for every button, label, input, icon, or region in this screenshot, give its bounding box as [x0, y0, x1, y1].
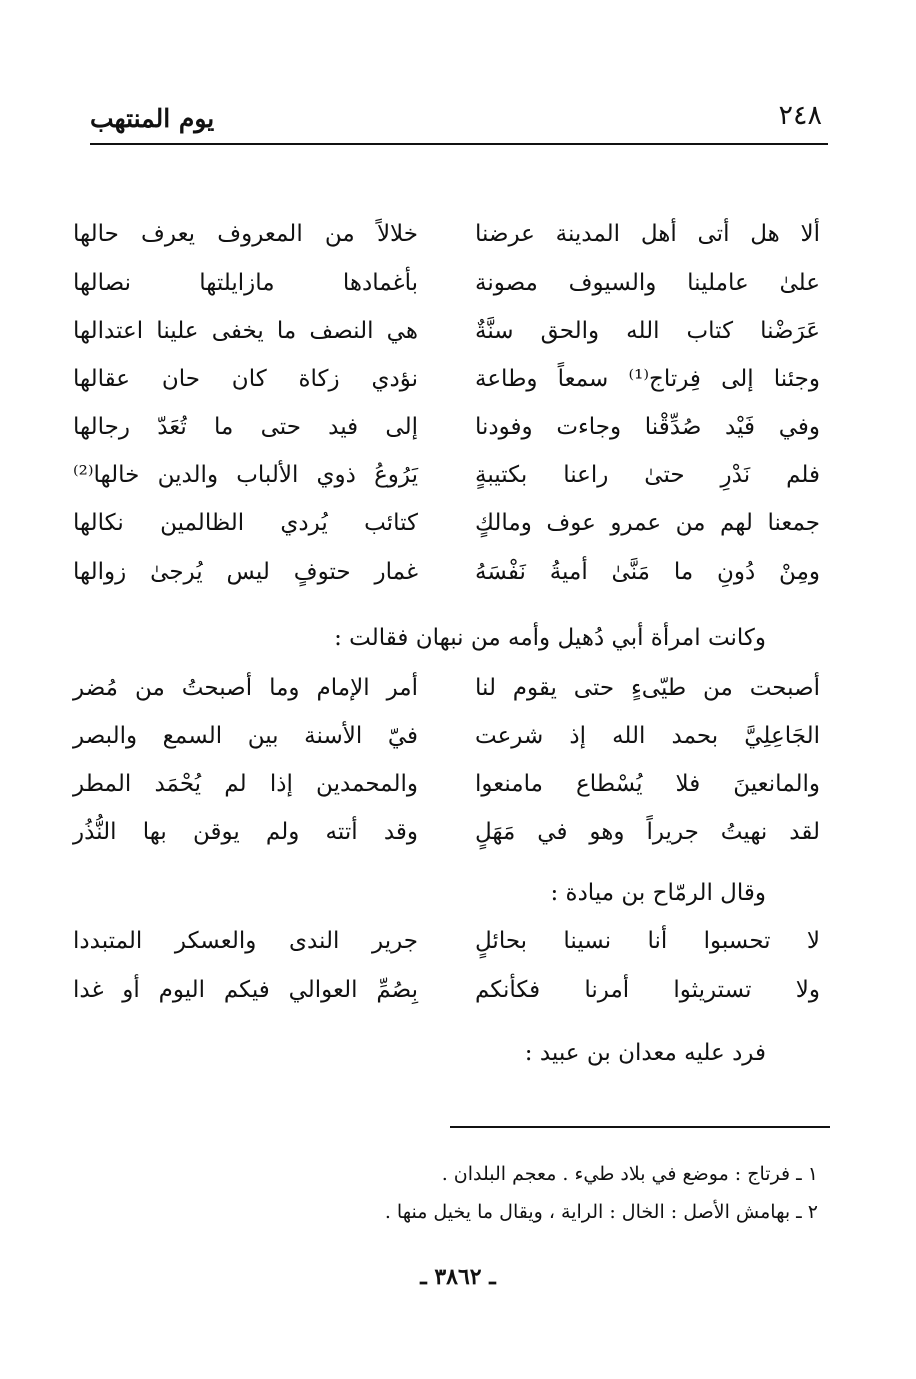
second-hemistich: جرير الندى والعسكر المتبددا: [73, 928, 418, 954]
verse-line: [48, 559, 868, 611]
verse-line: [48, 819, 868, 871]
first-hemistich: عَرَضْنا كتاب الله والحق سنَّةٌ: [475, 318, 820, 344]
first-hemistich: جمعنا لهم من عمرو عوف ومالكٍ: [475, 510, 820, 536]
second-hemistich: وقد أتته ولم يوقن بها النُّذُر: [73, 819, 418, 845]
verse-line: [48, 270, 868, 322]
second-hemistich: يَرُوعُ ذوي الألباب والدين خالها⁽²⁾: [73, 462, 418, 488]
first-hemistich: ألا هل أتى أهل المدينة عرضنا: [475, 221, 820, 247]
intro-paragraph: وكانت امرأة أبي دُهيل وأمه من نبهان فقالت :: [334, 625, 766, 651]
verse-line: [48, 221, 868, 273]
first-hemistich: لقد نهيتُ جريراً وهو في مَهَلٍ: [475, 819, 820, 845]
footnote: ٢ ـ بهامش الأصل : الخال : الراية ، ويقال ما يخيل منها .: [384, 1201, 818, 1223]
first-hemistich: فلم نَدْرِ حتىٰ راعنا بكتيبةٍ: [475, 462, 820, 488]
page-header: [90, 100, 828, 140]
first-hemistich: ومِنْ دُونِ ما مَنَّىٰ أميةُ نَفْسَهُ: [475, 559, 820, 585]
first-hemistich: وفي فَيْد صُدِّقْنا وجاءت وفودنا: [475, 414, 820, 440]
first-hemistich: لا تحسبوا أنا نسينا بحائلٍ: [475, 928, 820, 954]
running-title: يوم المنتهب: [90, 104, 215, 133]
second-hemistich: بِصُمِّ العوالي فيكم اليوم أو غدا: [73, 977, 418, 1003]
first-hemistich: علىٰ عاملينا والسيوف مصونة: [475, 270, 820, 296]
first-hemistich: أصبحت من طيّىءٍ حتى يقوم لنا: [475, 675, 820, 701]
intro-paragraph: فرد عليه معدان بن عبيد :: [524, 1040, 766, 1066]
second-hemistich: كتائب يُردي الظالمين نكالها: [73, 510, 418, 536]
verse-line: [48, 977, 868, 1029]
verse-line: [48, 510, 868, 562]
second-hemistich: غمار حتوفٍ ليس يُرجىٰ زوالها: [73, 559, 418, 585]
second-hemistich: فيّ الأسنة بين السمع والبصر: [73, 723, 418, 749]
first-hemistich: وجئنا إلى فِرتاج⁽¹⁾ سمعاً وطاعة: [475, 366, 820, 392]
page-number: ٢٤٨: [778, 100, 822, 131]
second-hemistich: خلالاً من المعروف يعرف حالها: [73, 221, 418, 247]
second-hemistich: نؤدي زكاة كان حان عقالها: [73, 366, 418, 392]
verse-line: [48, 366, 868, 418]
verse-line: [48, 414, 868, 466]
second-hemistich: والمحمدين إذا لم يُحْمَد المطر: [73, 771, 418, 797]
verse-line: [48, 723, 868, 775]
first-hemistich: ولا تستريثوا أمرنا فكأنكم: [475, 977, 820, 1003]
verse-line: [48, 318, 868, 370]
second-hemistich: بأغمادها مازايلتها نصالها: [73, 270, 418, 296]
header-rule: [90, 143, 828, 145]
second-hemistich: إلى فيد حتى ما تُعَدّ رجالها: [73, 414, 418, 440]
verse-line: [48, 928, 868, 980]
footnote-rule: [450, 1126, 830, 1128]
footnote: ١ ـ فرتاج : موضع في بلاد طيء . معجم البلدان .: [441, 1163, 818, 1185]
second-hemistich: هي النصف ما يخفى علينا اعتدالها: [73, 318, 418, 344]
first-hemistich: الجَاعِلِيَّ بحمد الله إذ شرعت: [475, 723, 820, 749]
first-hemistich: والمانعينَ فلا يُسْطاع مامنعوا: [475, 771, 820, 797]
verse-line: [48, 462, 868, 514]
folio-number: ـ ٣٨٦٢ ـ: [420, 1264, 496, 1290]
verse-line: [48, 675, 868, 727]
intro-paragraph: وقال الرمّاح بن ميادة :: [550, 880, 766, 906]
verse-line: [48, 771, 868, 823]
second-hemistich: أمر الإمام وما أصبحتُ من مُضر: [73, 675, 418, 701]
